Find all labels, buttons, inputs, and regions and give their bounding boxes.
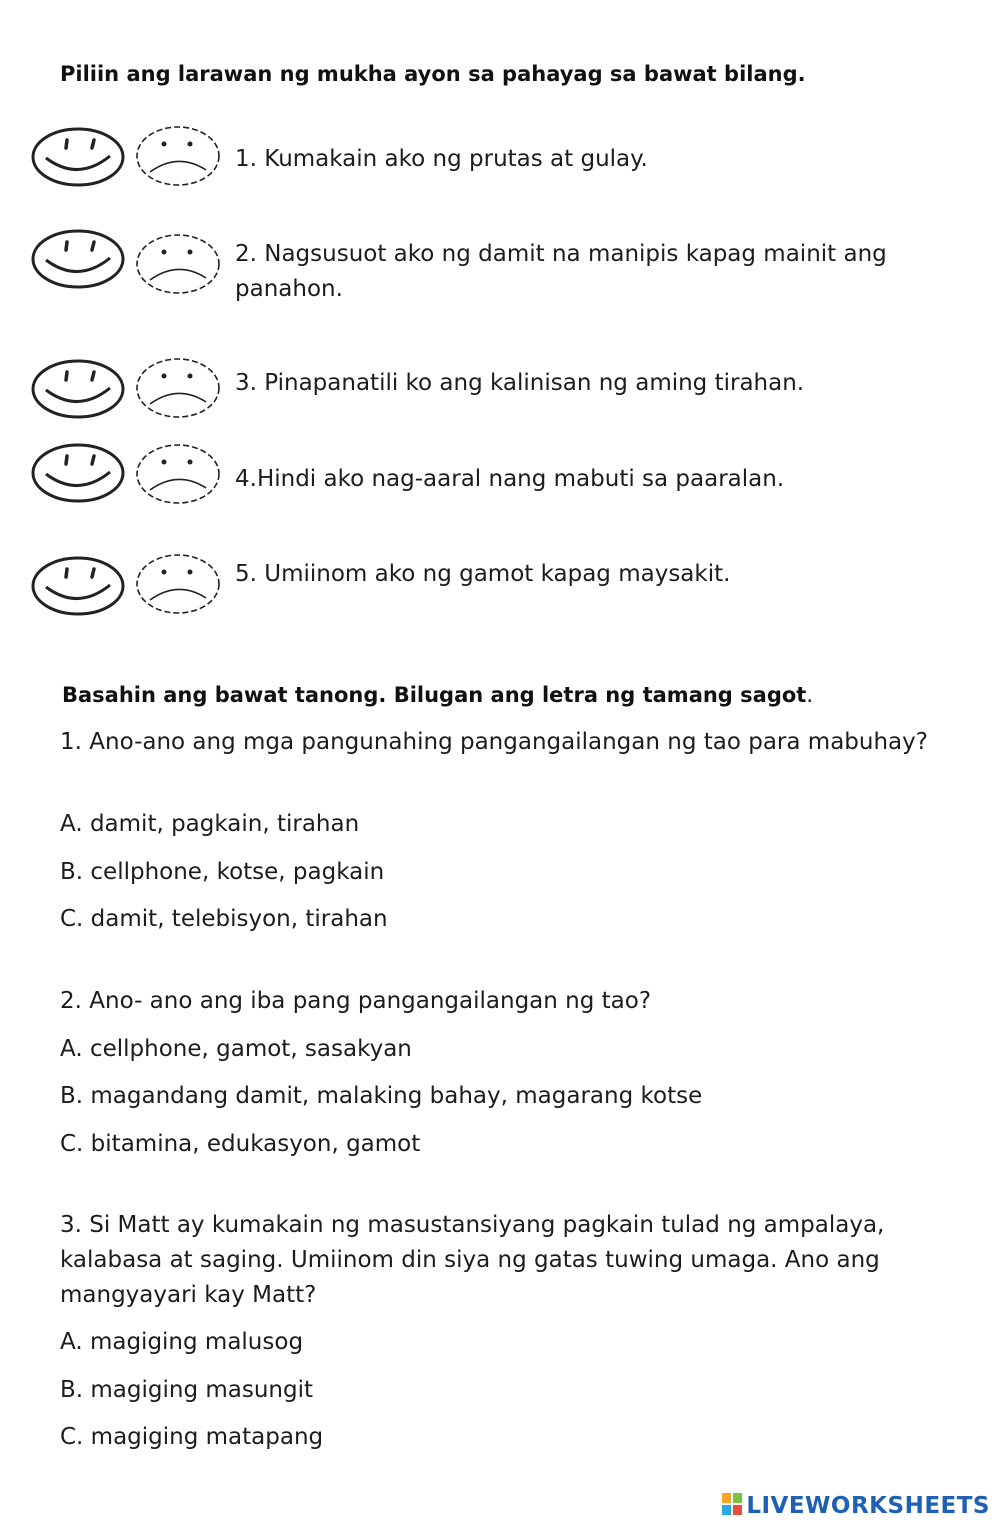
question-2-option-c[interactable]: C. bitamina, edukasyon, gamot bbox=[60, 1131, 421, 1157]
happy-face-icon[interactable] bbox=[30, 555, 126, 617]
happy-face-icon[interactable] bbox=[30, 126, 126, 188]
happy-face-icon[interactable] bbox=[30, 442, 126, 504]
section2-heading-text: Basahin ang bawat tanong. Bilugan ang letra ng tamang sagot bbox=[62, 683, 807, 707]
question-1-option-b[interactable]: B. cellphone, kotse, pagkain bbox=[60, 859, 385, 885]
question-3-option-a[interactable]: A. magiging malusog bbox=[60, 1329, 304, 1355]
question-2-option-a[interactable]: A. cellphone, gamot, sasakyan bbox=[60, 1036, 412, 1062]
liveworksheets-brand: LIVEWORKSHEETS bbox=[746, 1493, 990, 1519]
question-1: 1. Ano-ano ang mga pangunahing pangangailangan ng tao para mabuhay? bbox=[60, 729, 928, 755]
sad-face-icon[interactable] bbox=[134, 232, 222, 296]
question-3: 3. Si Matt ay kumakain ng masustansiyang pagkain tulad ng ampalaya, kalabasa at saging. Umiinom din siya ng gatas tuwing umaga. Ano ang mangyayari kay Matt? bbox=[60, 1212, 885, 1308]
question-3-option-b[interactable]: B. magiging masungit bbox=[60, 1377, 314, 1403]
statement-2: 2. Nagsusuot ako ng damit na manipis kapag mainit ang panahon. bbox=[235, 241, 887, 302]
liveworksheets-logo-icon bbox=[722, 1493, 742, 1519]
sad-face-icon[interactable] bbox=[134, 442, 222, 506]
question-2-option-b[interactable]: B. magandang damit, malaking bahay, magarang kotse bbox=[60, 1083, 703, 1109]
statement-3: 3. Pinapanatili ko ang kalinisan ng aming tirahan. bbox=[235, 370, 805, 396]
question-3-option-c[interactable]: C. magiging matapang bbox=[60, 1424, 324, 1450]
sad-face-icon[interactable] bbox=[134, 356, 222, 420]
liveworksheets-logo[interactable] bbox=[722, 1493, 990, 1519]
sad-face-icon[interactable] bbox=[134, 124, 222, 188]
statement-4: 4.Hindi ako nag-aaral nang mabuti sa paaralan. bbox=[235, 466, 785, 492]
statement-1: 1. Kumakain ako ng prutas at gulay. bbox=[235, 146, 648, 172]
question-1-option-c[interactable]: C. damit, telebisyon, tirahan bbox=[60, 906, 388, 932]
question-1-option-a[interactable]: A. damit, pagkain, tirahan bbox=[60, 811, 360, 837]
sad-face-icon[interactable] bbox=[134, 552, 222, 616]
question-2: 2. Ano- ano ang iba pang pangangailangan ng tao? bbox=[60, 988, 652, 1014]
happy-face-icon[interactable] bbox=[30, 228, 126, 290]
section1-heading: Piliin ang larawan ng mukha ayon sa pahayag sa bawat bilang. bbox=[60, 62, 806, 86]
section2-heading bbox=[62, 683, 813, 707]
happy-face-icon[interactable] bbox=[30, 358, 126, 420]
section2-heading-period: . bbox=[806, 683, 814, 707]
statement-5: 5. Umiinom ako ng gamot kapag maysakit. bbox=[235, 561, 731, 587]
